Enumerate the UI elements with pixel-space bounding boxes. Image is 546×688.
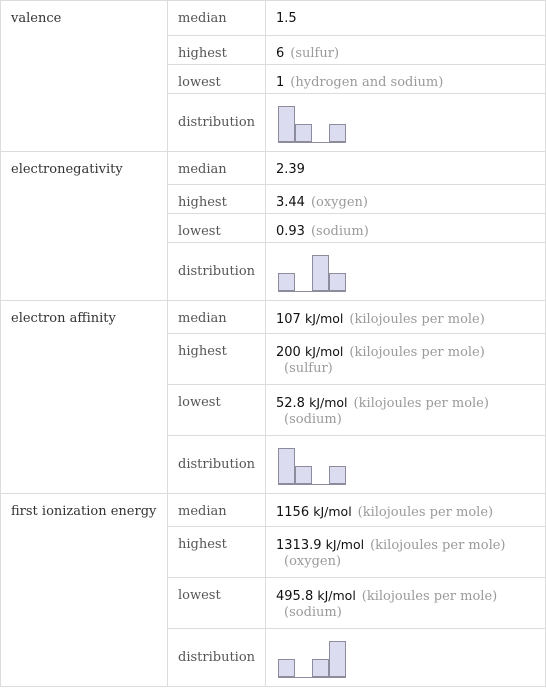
- distribution-histogram: [276, 446, 356, 486]
- value-unit: kJ/mol: [304, 311, 344, 326]
- value-note: (oxygen): [310, 195, 368, 210]
- distribution-cell: [266, 94, 546, 152]
- value-unit: kJ/mol: [309, 395, 348, 410]
- histogram-bar: [279, 107, 295, 142]
- property-label: first ionization energy: [1, 494, 168, 687]
- value-note: (kilojoules per mole): [370, 538, 506, 553]
- stat-value: [266, 185, 546, 214]
- table-row: [1, 494, 546, 527]
- stat-label: median: [168, 1, 266, 36]
- value-note-secondary: (sodium): [284, 605, 342, 620]
- value-note: (kilojoules per mole): [361, 589, 498, 604]
- stat-label: median: [168, 494, 266, 527]
- value-number: 6: [276, 46, 285, 61]
- value-number: 3.44: [276, 195, 305, 210]
- stat-label: highest: [168, 185, 266, 214]
- value-unit: kJ/mol: [313, 504, 352, 519]
- value-number: 1156: [276, 505, 310, 520]
- distribution-histogram: [276, 253, 356, 293]
- value-number: 2.39: [276, 162, 305, 177]
- value-note: (sulfur): [290, 46, 340, 61]
- stat-value: [266, 578, 546, 629]
- value-number: 107: [276, 312, 301, 327]
- stat-label: highest: [168, 527, 266, 578]
- stat-label: median: [168, 152, 266, 185]
- stat-value: [266, 301, 546, 334]
- distribution-cell: [266, 629, 546, 687]
- stat-label: lowest: [168, 578, 266, 629]
- stat-value: [266, 214, 546, 243]
- stat-value: [266, 334, 546, 385]
- histogram-bar: [279, 274, 295, 291]
- value-unit: kJ/mol: [317, 588, 356, 603]
- value-note: (kilojoules per mole): [349, 312, 485, 327]
- table-row: [1, 301, 546, 334]
- distribution-cell: [266, 436, 546, 494]
- property-label: electron affinity: [1, 301, 168, 494]
- stat-value: [266, 65, 546, 94]
- value-number: 1313.9: [276, 538, 322, 553]
- stat-label: distribution: [168, 629, 266, 687]
- value-note-secondary: (sodium): [284, 412, 342, 427]
- stat-label: lowest: [168, 65, 266, 94]
- value-number: 495.8: [276, 589, 314, 604]
- stat-label: highest: [168, 334, 266, 385]
- value-note-secondary: (sulfur): [284, 361, 333, 376]
- histogram-bar: [296, 467, 312, 484]
- histogram-bar: [313, 256, 329, 291]
- histogram-bar: [330, 467, 346, 484]
- stat-value: [266, 1, 546, 36]
- value-number: 1: [276, 75, 285, 90]
- distribution-cell: [266, 243, 546, 301]
- value-number: 1.5: [276, 11, 297, 26]
- stat-label: lowest: [168, 385, 266, 436]
- histogram-bar: [313, 660, 329, 677]
- stat-label: distribution: [168, 243, 266, 301]
- distribution-histogram: [276, 639, 356, 679]
- stat-label: distribution: [168, 436, 266, 494]
- stat-value: [266, 494, 546, 527]
- histogram-bar: [296, 125, 312, 142]
- value-note: (sodium): [310, 224, 369, 239]
- stat-value: [266, 36, 546, 65]
- stat-value: [266, 152, 546, 185]
- value-number: 52.8: [276, 396, 305, 411]
- histogram-bar: [279, 660, 295, 677]
- distribution-histogram: [276, 104, 356, 144]
- value-note-secondary: (oxygen): [284, 554, 342, 569]
- histogram-bar: [330, 642, 346, 677]
- histogram-bar: [279, 449, 295, 484]
- stat-label: lowest: [168, 214, 266, 243]
- table-row: [1, 1, 546, 36]
- value-note: (hydrogen and sodium): [290, 75, 444, 90]
- histogram-bar: [330, 125, 346, 142]
- stat-value: [266, 385, 546, 436]
- value-note: (kilojoules per mole): [357, 505, 494, 520]
- stat-label: distribution: [168, 94, 266, 152]
- stat-label: highest: [168, 36, 266, 65]
- stat-value: [266, 527, 546, 578]
- table-row: [1, 152, 546, 185]
- value-number: 0.93: [276, 224, 305, 239]
- histogram-bar: [330, 274, 346, 291]
- value-unit: kJ/mol: [325, 537, 365, 552]
- property-label: electronegativity: [1, 152, 168, 301]
- value-unit: kJ/mol: [304, 344, 344, 359]
- value-note: (kilojoules per mole): [353, 396, 489, 411]
- stat-label: median: [168, 301, 266, 334]
- value-note: (kilojoules per mole): [349, 345, 485, 360]
- value-number: 200: [276, 345, 301, 360]
- property-label: valence: [1, 1, 168, 152]
